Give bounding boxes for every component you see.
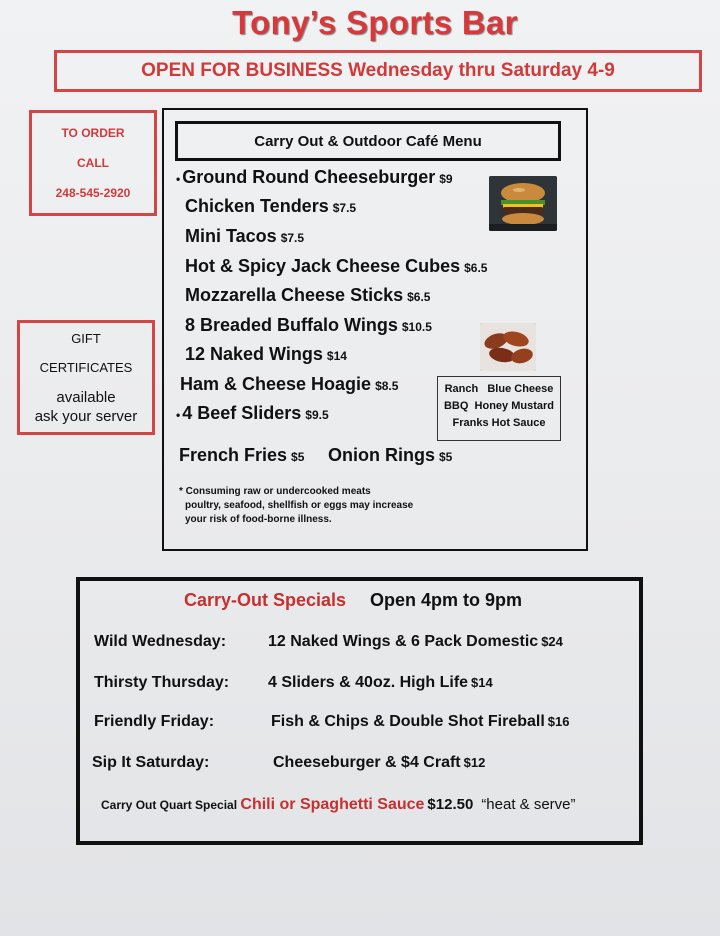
special-deal: [268, 633, 563, 651]
special-deal-text: Cheeseburger & $4 Craft: [273, 754, 461, 771]
quart-special: [101, 796, 576, 814]
special-deal-text: 12 Naked Wings & 6 Pack Domestic: [268, 633, 539, 650]
special-price: $16: [547, 714, 570, 729]
menu-header-text: Carry Out & Outdoor Café Menu: [254, 132, 482, 150]
side-price: $5: [439, 450, 453, 464]
item-name: 8 Breaded Buffalo Wings: [185, 315, 398, 335]
item-price: $6.5: [407, 290, 431, 304]
item-name: Ground Round Cheeseburger: [182, 167, 436, 187]
gift-line-2: CERTIFICATES: [39, 360, 133, 375]
item-price: $9: [439, 172, 453, 186]
item-price: $9.5: [305, 408, 329, 422]
item-name: 4 Beef Sliders: [182, 403, 302, 423]
menu-item: [185, 226, 304, 247]
menu-item: [180, 374, 398, 395]
item-price: $14: [326, 349, 347, 363]
cheeseburger-photo: [489, 176, 557, 231]
item-name: Mini Tacos: [185, 226, 277, 246]
menu-header: [175, 121, 561, 161]
gift-line-4: ask your server: [34, 408, 138, 425]
order-phone: 248-545-2920: [55, 186, 131, 200]
sauce-options-box: [437, 376, 561, 441]
item-price: $8.5: [375, 379, 399, 393]
sauce-line: Franks Hot Sauce: [452, 417, 546, 429]
side-item: [179, 445, 304, 466]
menu-item: [185, 196, 356, 217]
order-line-2: CALL: [77, 156, 109, 170]
order-line-1: TO ORDER: [61, 126, 125, 140]
menu-item: [176, 403, 329, 424]
gift-line-3: available: [56, 389, 116, 406]
special-deal-text: 4 Sliders & 40oz. High Life: [268, 674, 469, 691]
menu-item: [185, 256, 487, 277]
special-deal: [268, 674, 493, 692]
specials-title: Carry-Out Specials: [184, 590, 347, 610]
menu-item: [185, 285, 430, 306]
special-deal: [273, 754, 485, 772]
specials-hours: Open 4pm to 9pm: [370, 590, 523, 610]
gift-certificates-box: [17, 320, 155, 435]
side-item: [328, 445, 452, 466]
order-info-box: [29, 110, 157, 216]
special-price: $14: [471, 675, 493, 690]
quart-item: Chili or Spaghetti Sauce: [240, 796, 425, 813]
item-name: Hot & Spicy Jack Cheese Cubes: [185, 256, 461, 276]
special-price: $12: [463, 755, 486, 770]
special-day: Wild Wednesday:: [94, 633, 227, 650]
menu-item: [176, 167, 453, 188]
special-day: Sip It Saturday:: [92, 754, 210, 771]
item-name: Mozzarella Cheese Sticks: [185, 285, 404, 305]
special-deal-text: Fish & Chips & Double Shot Fireball: [271, 713, 545, 730]
food-safety-disclaimer: [179, 485, 413, 527]
page-title: Tony’s Sports Bar: [232, 4, 518, 41]
item-price: $6.5: [464, 261, 488, 275]
open-hours-text: OPEN FOR BUSINESS Wednesday thru Saturday 4-9: [141, 60, 615, 81]
side-price: $5: [291, 450, 305, 464]
special-price: $24: [541, 634, 563, 649]
item-name: Ham & Cheese Hoagie: [180, 374, 372, 394]
quart-label: Carry Out Quart Special: [101, 798, 238, 812]
special-day: Thirsty Thursday:: [94, 674, 230, 691]
sauce-line: BBQ Honey Mustard: [443, 400, 554, 412]
disclaimer-line: your risk of food-borne illness.: [185, 514, 332, 525]
quart-note: “heat & serve”: [481, 796, 576, 813]
chicken-wings-photo: [480, 323, 536, 371]
disclaimer-line: * Consuming raw or undercooked meats: [179, 486, 371, 497]
item-bullet: •: [176, 172, 181, 186]
quart-price: $12.50: [427, 796, 474, 813]
item-name: Chicken Tenders: [185, 196, 329, 216]
special-day: Friendly Friday:: [94, 713, 215, 730]
open-hours-banner: [54, 50, 702, 92]
special-deal: [271, 713, 570, 731]
item-price: $7.5: [280, 231, 305, 245]
side-name: French Fries: [179, 445, 288, 465]
item-bullet: •: [176, 408, 181, 422]
item-price: $7.5: [332, 201, 357, 215]
gift-line-1: GIFT: [71, 331, 101, 346]
disclaimer-line: poultry, seafood, shellfish or eggs may increase: [185, 500, 414, 511]
item-name: 12 Naked Wings: [185, 344, 323, 364]
sauce-line: Ranch Blue Cheese: [444, 383, 554, 395]
side-name: Onion Rings: [328, 445, 435, 465]
menu-item: [185, 315, 432, 336]
menu-item: [185, 344, 347, 365]
item-price: $10.5: [401, 320, 432, 334]
